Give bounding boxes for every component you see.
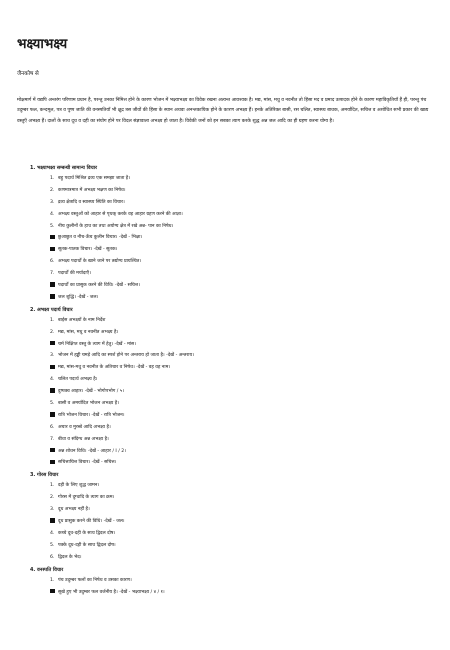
item-link[interactable]: पंच उदुम्बर फलों का निषेध व उसका कारण।: [58, 577, 132, 583]
toc-list-item: [50, 280, 430, 292]
item-number: 2.: [50, 329, 55, 335]
toc-list-item: [50, 504, 430, 516]
toc-list-item: [50, 232, 430, 244]
item-link[interactable]: कणमात्रमात्र में अभक्ष्य भक्षण का निषेध।: [58, 187, 126, 193]
toc-list-item: [50, 315, 430, 327]
square-bullet-icon: [50, 235, 55, 240]
square-bullet-icon: [50, 294, 55, 299]
item-link[interactable]: पक्के दूध-दही के साथ द्विदल दोष।: [58, 542, 116, 548]
item-link[interactable]: सूखे हुए भी उदुम्बर फल वर्जनीय है। -देखें - भक्ष्याभक्ष्य / ४ / १।: [58, 589, 165, 595]
toc-list-item: [50, 268, 430, 280]
item-number: 4.: [50, 530, 55, 536]
item-link[interactable]: द्रव्य क्षेत्रादि व स्वास्थ्य स्थिति का विचार।: [58, 199, 125, 205]
square-bullet-icon: [50, 247, 55, 252]
toc-list-item: [50, 362, 430, 374]
toc-list-item: [50, 552, 430, 564]
item-link[interactable]: कच्चे दूध-दही के साथ द्विदल दोष।: [58, 530, 116, 536]
toc-list-item: [50, 528, 430, 540]
item-number: 3.: [50, 353, 55, 359]
toc-list-item: [50, 221, 430, 233]
table-of-contents: [30, 164, 430, 600]
item-link[interactable]: चर्म निक्षिप्त वस्तु के त्याग में हेतु। -देखें - मांस।: [58, 341, 136, 347]
toc-list-item: [50, 209, 430, 221]
toc-list-item: [50, 422, 430, 434]
item-number: 5.: [50, 542, 55, 548]
section-item-list: [30, 480, 430, 563]
toc-list-item: [50, 256, 430, 268]
section-title-link[interactable]: 1. भक्ष्याभक्ष्य सम्बन्धी सामान्य विचार: [30, 165, 97, 171]
toc-list-item: [50, 374, 430, 386]
toc-list-item: [50, 398, 430, 410]
square-bullet-icon: [50, 388, 55, 393]
item-number: 6.: [50, 554, 55, 560]
toc-list-item: [50, 575, 430, 587]
square-bullet-icon: [50, 518, 55, 523]
square-bullet-icon: [50, 460, 55, 465]
item-link[interactable]: दूध अभक्ष्य नहीं है।: [58, 507, 90, 513]
item-number: 4.: [50, 211, 55, 217]
item-link[interactable]: अभक्ष्य वस्तुओं को आहार से पृथक् करके वह आहार ग्रहण करने की आज्ञा।: [58, 211, 183, 217]
toc-section: [30, 306, 430, 472]
item-link[interactable]: दही के लिए शुद्ध जामन।: [58, 483, 100, 489]
item-link[interactable]: सूतक-पातक विचार। -देखें - सूतक।: [58, 247, 118, 253]
item-number: 1.: [50, 483, 55, 489]
source-label: जैनकोष से: [17, 71, 39, 77]
toc-list-item: [50, 446, 430, 458]
toc-list-item: [50, 386, 430, 398]
toc-list-item: [50, 292, 430, 304]
toc-section: [30, 471, 430, 565]
square-bullet-icon: [50, 448, 55, 453]
item-number: 3.: [50, 199, 55, 205]
toc-list-item: [50, 434, 430, 446]
item-link[interactable]: छुआछूत व नीच-ऊँच कुलीन विचार। -देखें - भिक्षा।: [58, 235, 143, 241]
item-number: 7.: [50, 436, 55, 442]
item-number: 3.: [50, 507, 55, 513]
item-link[interactable]: अन्न शोधन विधि। -देखें - आहार / I / 2।: [58, 448, 126, 454]
item-link[interactable]: दुष्पक्व आहार। -देखें - भोगोपभोग / ५।: [58, 389, 124, 395]
square-bullet-icon: [50, 412, 55, 417]
square-bullet-icon: [50, 341, 55, 346]
toc-list-item: [50, 244, 430, 256]
item-number: 4.: [50, 377, 55, 383]
item-number: 7.: [50, 271, 55, 277]
toc-list-item: [50, 339, 430, 351]
item-link[interactable]: अभक्ष्य पदार्थों के खाने जाने पर तद्योग्य प्रायश्चित।: [58, 259, 142, 265]
toc-list-item: [50, 587, 430, 599]
toc-list-item: [50, 540, 430, 552]
toc-list-item: [50, 516, 430, 528]
item-number: 1.: [50, 577, 55, 583]
toc-list-item: [50, 492, 430, 504]
item-link[interactable]: मद्य, मांस-मधु व नवनीत के अतिचार व निषेध। -देखें - वह वह नाम।: [58, 365, 171, 371]
item-link[interactable]: पदार्थों का प्रासुक करने की विधि। -देखें - सचित्त।: [58, 283, 140, 289]
section-item-list: [30, 173, 430, 304]
toc-section: [30, 164, 430, 306]
toc-section: [30, 566, 430, 601]
item-link[interactable]: पदार्थों की मर्यादाएँ।: [58, 271, 91, 277]
toc-list-item: [50, 327, 430, 339]
item-number: 5.: [50, 223, 55, 229]
item-link[interactable]: भोजन में हड्डी चमड़े आदि का स्पर्श होने पर अन्तराय हो जाता है। -देखें - अन्तराय।: [58, 353, 194, 359]
item-link[interactable]: गोरस में दुग्धादि के त्याग का क्रम।: [58, 495, 115, 501]
item-link[interactable]: अचार व मुरब्बे आदि अभक्ष्य है।: [58, 424, 111, 430]
toc-list-item: [50, 185, 430, 197]
section-title-link[interactable]: 2. अभक्ष्य पदार्थ विचार: [30, 306, 73, 313]
item-link[interactable]: बाईस अभक्ष्यों के नाम निर्देश: [58, 317, 106, 323]
item-link[interactable]: नीच कुलीनों के हाथ का तथा अयोग्य क्षेत्र में रखे अन्न- पान का निषेध।: [58, 223, 174, 229]
toc-list-item: [50, 480, 430, 492]
item-link[interactable]: जल शुद्धि। -देखें - जल।: [58, 294, 99, 300]
section-title-link[interactable]: 4. वनस्पति विचार: [30, 566, 64, 573]
item-number: 5.: [50, 401, 55, 407]
item-number: 6.: [50, 424, 55, 430]
square-bullet-icon: [50, 365, 55, 370]
page-title: भक्ष्याभक्ष्य: [17, 36, 68, 52]
item-link[interactable]: दूध प्रासुक करने की विधि। -देखें - जल।: [58, 519, 125, 525]
item-link[interactable]: रात्रि भोजन विचार। -देखें - रात्रि भोजन।: [58, 412, 125, 418]
toc-list-item: [50, 197, 430, 209]
intro-paragraph: मोक्षमार्ग में यद्यपि अन्तरंग परिणाम प्रधान है, परन्तु उनका निमित्त होने के कारण भोजन में भक्ष्याभक्ष्य का विवेक रखना अत्यन्त आवश्यक है। मद्य, मांस, मधु व नवनीत तो हिंसा मद व प्रमाद उत्पादक होने के कारण महाविकृतियाँ हैं ही, परन्तु पंच उदुम्बर फल, कन्दमूल, पत्र व पुष्प जाति की वनस्पतियाँ भी क्षुद्र त्रस जीवों की हिंसा के स्थान अथवा अनन्तकायिक होने के कारण अभक्ष्य हैं। इनके अतिरिक्त बासी, रस चलित, स्वास्थ्य बाधक, अमर्यादित, सचित्त व अशोधित सभी प्रकार की खाद्य वस्तुएँ अभक्ष्य हैं। दालों के साथ दूध व दही का संयोग होने पर विदल संज्ञावाला अभक्ष्य हो जाता है। विवेकी जनों को इन सबका त्याग करके शुद्ध अन्न जल आदि का ही ग्रहण करना योग्य है।: [17, 98, 429, 124]
item-number: 6.: [50, 259, 55, 265]
item-number: 1.: [50, 317, 55, 323]
item-number: 1.: [50, 176, 55, 181]
item-number: 2.: [50, 187, 55, 193]
item-link[interactable]: सचित्ताचित्त विचार। -देखें - सचित्त।: [58, 460, 117, 466]
item-link[interactable]: चलित पदार्थ अभक्ष्य है।: [58, 377, 98, 383]
toc-list-item: [50, 173, 430, 185]
square-bullet-icon: [50, 282, 55, 287]
toc-list-item: [50, 350, 430, 362]
square-bullet-icon: [50, 589, 55, 594]
section-title-link[interactable]: 3. गोरस विचार: [30, 472, 59, 479]
item-link[interactable]: द्विदल के भेद।: [58, 554, 82, 560]
section-item-list: [30, 315, 430, 470]
toc-list-item: [50, 410, 430, 422]
item-link[interactable]: मद्य, मांस, मधु व नवनीत अभक्ष्य है।: [58, 329, 119, 335]
item-number: 2.: [50, 495, 55, 501]
item-link[interactable]: बीधा व संदिग्ध अन्न अभक्ष्य है।: [58, 436, 109, 442]
item-link[interactable]: बहु पदार्थ मिश्रित द्रव्य एक समझा जाता है।: [58, 176, 131, 181]
item-link[interactable]: बासी व अमर्यादित भोजन अभक्ष्य है।: [58, 401, 119, 407]
toc-list-item: [50, 457, 430, 469]
section-item-list: [30, 575, 430, 599]
